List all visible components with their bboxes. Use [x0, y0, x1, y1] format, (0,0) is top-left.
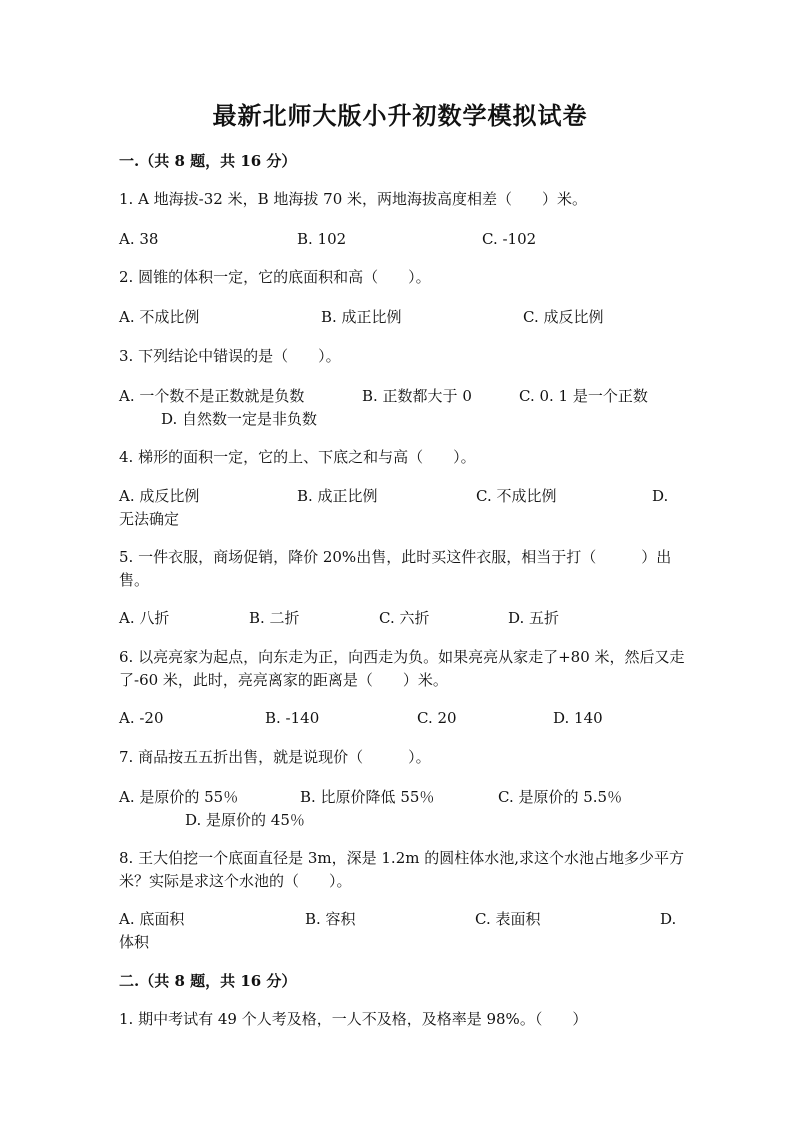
option-c: C. 20 [417, 709, 457, 727]
option-d-text: 无法确定 [119, 510, 180, 528]
option-b: B. 102 [297, 230, 347, 248]
option-c: C. 六折 [379, 609, 430, 627]
option-b: B. 比原价降低 55％ [300, 788, 435, 806]
option-b: B. 容积 [305, 910, 356, 928]
question-8-text: 8. 王大伯挖一个底面直径是 3m，深是 1.2m 的圆柱体水池,求这个水池占地多少平方米？实际是求这个水池的（ ）。 [119, 849, 685, 890]
option-a: A. 底面积 [119, 910, 185, 928]
option-d: D. 自然数一定是非负数 [161, 410, 318, 428]
section-heading-2: 二.（共 8 题，共 16 分） [119, 972, 297, 990]
option-b: B. 二折 [249, 609, 300, 627]
question-7-options [119, 786, 689, 832]
option-a: A. 不成比例 [119, 308, 200, 326]
question-6-text: 6. 以亮亮家为起点，向东走为正，向西走为负。如果亮亮从家走了+80 米，然后又走了-60 米，此时，亮亮离家的距离是（ ）米。 [119, 648, 685, 689]
question-8-options [119, 908, 689, 954]
section2-question-1-text: 1. 期中考试有 49 个人考及格，一人不及格，及格率是 98%。（ ） [119, 1010, 588, 1028]
option-d: D. 是原价的 45％ [185, 811, 305, 829]
question-3-options [119, 385, 689, 431]
option-b: B. -140 [265, 709, 320, 727]
option-d: D. [652, 487, 669, 505]
question-5-text: 5. 一件衣服，商场促销，降价 20%出售，此时买这件衣服，相当于打（ ）出售。 [119, 548, 672, 589]
option-a: A. 一个数不是正数就是负数 [119, 387, 305, 405]
section-heading-1: 一.（共 8 题，共 16 分） [119, 152, 297, 170]
option-b: B. 成正比例 [321, 308, 402, 326]
option-c: C. -102 [482, 230, 537, 248]
question-1-text: 1. A 地海拔-32 米，B 地海拔 70 米，两地海拔高度相差（ ）米。 [119, 190, 588, 208]
option-a: A. -20 [119, 709, 164, 727]
option-c: C. 是原价的 5.5％ [498, 788, 623, 806]
question-4-options [119, 485, 689, 531]
option-d-text: 体积 [119, 933, 150, 951]
option-a: A. 八折 [119, 609, 170, 627]
option-a: A. 38 [119, 230, 159, 248]
option-c: C. 表面积 [475, 910, 541, 928]
option-b: B. 成正比例 [297, 487, 378, 505]
option-a: A. 成反比例 [119, 487, 200, 505]
question-4-text: 4. 梯形的面积一定，它的上、下底之和与高（ ）。 [119, 448, 476, 466]
option-b: B. 正数都大于 0 [362, 387, 472, 405]
question-2-text: 2. 圆锥的体积一定，它的底面积和高（ ）。 [119, 268, 431, 286]
page-title: 最新北师大版小升初数学模拟试卷 [212, 101, 588, 130]
question-7-text: 7. 商品按五五折出售，就是说现价（ ）。 [119, 748, 431, 766]
option-d: D. [660, 910, 677, 928]
option-a: A. 是原价的 55％ [119, 788, 239, 806]
option-c: C. 成反比例 [523, 308, 604, 326]
question-3-text: 3. 下列结论中错误的是（ ）。 [119, 347, 341, 365]
option-c: C. 0. 1 是一个正数 [519, 387, 648, 405]
option-c: C. 不成比例 [476, 487, 557, 505]
option-d: D. 五折 [508, 609, 560, 627]
option-d: D. 140 [553, 709, 603, 727]
